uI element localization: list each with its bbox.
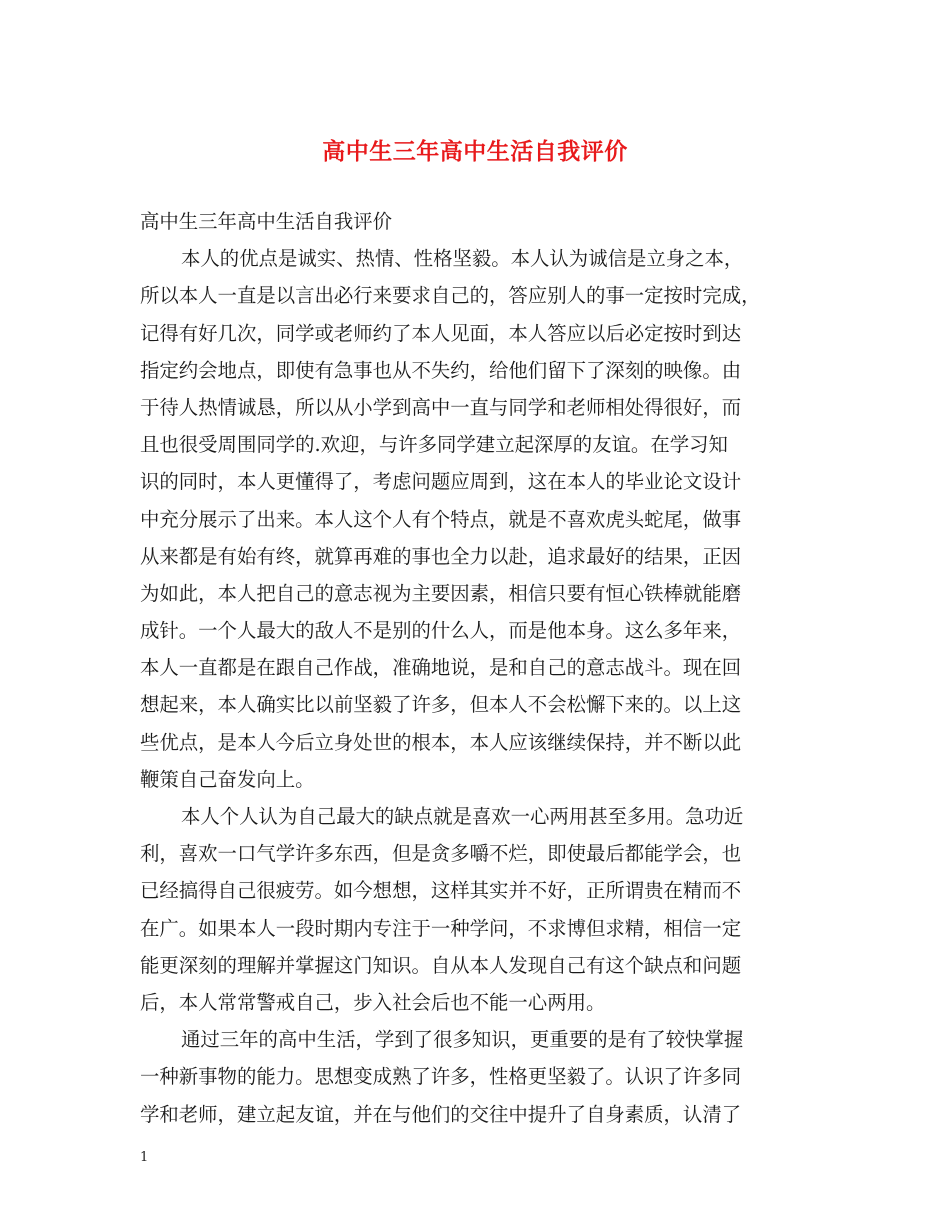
document-subtitle: 高中生三年高中生活自我评价 xyxy=(140,210,393,233)
text-line: 学和老师，建立起友谊，并在与他们的交往中提升了自身素质，认清了 xyxy=(140,1102,742,1126)
text-line: 鞭策自己奋发向上。 xyxy=(140,767,315,791)
text-line: 为如此，本人把自己的意志视为主要因素，相信只要有恒心铁棒就能磨 xyxy=(140,581,742,605)
text-line: 记得有好几次，同学或老师约了本人见面，本人答应以后必定按时到达 xyxy=(140,321,742,345)
text-line: 指定约会地点，即使有急事也从不失约，给他们留下了深刻的映像。由 xyxy=(140,358,742,382)
text-line: 本人一直都是在跟自己作战，准确地说，是和自己的意志战斗。现在回 xyxy=(140,656,742,680)
text-line: 中充分展示了出来。本人这个人有个特点，就是不喜欢虎头蛇尾，做事 xyxy=(140,507,742,531)
document-title: 高中生三年高中生活自我评价 xyxy=(322,138,628,165)
text-line: 利，喜欢一口气学许多东西，但是贪多嚼不烂，即使最后都能学会，也 xyxy=(140,842,742,866)
text-line: 在广。如果本人一段时期内专注于一种学问，不求博但求精，相信一定 xyxy=(140,916,742,940)
text-line: 些优点，是本人今后立身处世的根本，本人应该继续保持，并不断以此 xyxy=(140,730,742,754)
text-line: 从来都是有始有终，就算再难的事也全力以赴，追求最好的结果，正因 xyxy=(140,544,742,568)
text-line: 于待人热情诚恳，所以从小学到高中一直与同学和老师相处得很好，而 xyxy=(140,395,742,419)
text-line: 且也很受周围同学的.欢迎，与许多同学建立起深厚的友谊。在学习知 xyxy=(140,433,728,457)
text-line: 识的同时，本人更懂得了，考虑问题应周到，这在本人的毕业论文设计 xyxy=(140,470,742,494)
text-line: 后，本人常常警戒自己，步入社会后也不能一心两用。 xyxy=(140,990,606,1014)
text-line: 一种新事物的能力。思想变成熟了许多，性格更坚毅了。认识了许多同 xyxy=(140,1065,742,1089)
text-line: 已经搞得自己很疲劳。如今想想，这样其实并不好，正所谓贵在精而不 xyxy=(140,879,742,903)
document-body xyxy=(140,203,814,1133)
text-line: 所以本人一直是以言出必行来要求自己的，答应别人的事一定按时完成， xyxy=(140,284,761,308)
text-line: 本人个人认为自己最大的缺点就是喜欢一心两用甚至多用。急功近 xyxy=(181,805,744,828)
page-number: 1 xyxy=(140,1150,149,1165)
text-line: 本人的优点是诚实、热情、性格坚毅。本人认为诚信是立身之本， xyxy=(181,247,744,271)
text-line: 想起来，本人确实比以前坚毅了许多，但本人不会松懈下来的。以上这 xyxy=(140,693,742,717)
text-line: 通过三年的高中生活，学到了很多知识，更重要的是有了较快掌握 xyxy=(181,1028,744,1052)
text-line: 能更深刻的理解并掌握这门知识。自从本人发现自己有这个缺点和问题 xyxy=(140,953,742,977)
text-line: 成针。一个人最大的敌人不是别的什么人，而是他本身。这么多年来， xyxy=(140,619,742,643)
